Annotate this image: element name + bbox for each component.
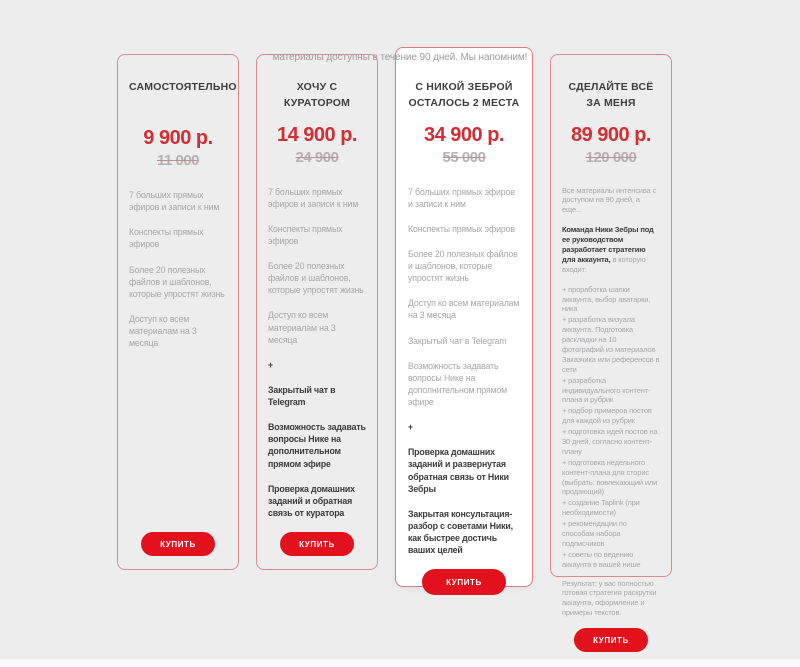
feature-item [268,186,366,210]
card-old-price: 24 900 [295,148,339,166]
feature-item [408,335,520,347]
feature-list [268,186,366,533]
feature-text: Результат: у вас полностью готовая стратегия раскрутки аккаунта, оформление и примеры текстов. [562,578,657,618]
buy-button[interactable]: КУПИТЬ [574,628,648,652]
feature-text: Все материалы интенсива с доступом на 90 дней, а еще... [562,185,657,215]
feature-item [562,427,660,457]
feature-text: + рекомендации по способам набора подписчиков [562,519,627,548]
feature-text: + подготовка недельного контент-плана для сторис (выбрать: вовлекающий или продающий) [562,457,658,497]
feature-item [408,223,520,235]
feature-item [562,550,660,570]
card-old-price: 120 000 [585,148,637,166]
feature-item [408,421,520,433]
feature-text: 7 больших прямых эфиров и записи к ним [408,186,515,209]
feature-item [562,315,660,374]
pricing-card-s-kuratorom [256,54,378,570]
card-price: 89 900 р. [570,123,651,146]
feature-bold-text: Проверка домашних заданий и развернутая обратная связь от Ники Зебры [408,447,509,494]
feature-text: + подготовка идей постов на 30 дней, согласно контент-плану [562,427,658,456]
feature-item [562,498,660,518]
feature-item [129,313,227,349]
pricing-card-samostoyatelno [117,54,239,570]
feature-text: Более 20 полезных файлов и шаблонов, которые упростят жизнь [129,264,225,299]
feature-text: + советы по ведению аккаунта в вашей нише [562,549,641,569]
feature-text: + подбор примеров постов для каждой из рубрик [562,406,652,426]
feature-item [408,446,520,495]
card-old-price: 11 000 [156,152,200,169]
feature-item [268,223,366,247]
feature-item [408,360,520,409]
pricing-card-s-nikoy-zebroy [395,47,533,587]
feature-item [408,248,520,284]
feature-bold-text: + [408,422,413,433]
feature-text: Доступ ко всем материалам на 3 месяца [129,313,197,349]
feature-text: + создание Taplink (при необходимости) [562,498,640,518]
feature-item [268,384,366,408]
feature-item [129,189,227,213]
feature-bold-text: Проверка домашних заданий и обратная связь от куратора [268,483,355,518]
feature-text: Возможность задавать вопросы Нике на дополнительном прямом эфире [408,360,508,408]
feature-list [562,186,660,629]
card-price: 34 900 р. [423,123,504,146]
card-price: 14 900 р. [276,123,357,146]
feature-item [408,297,520,321]
feature-item [268,483,366,519]
feature-item [562,458,660,498]
feature-text: в которую входит: [562,254,646,274]
next-section-edge [0,659,800,667]
feature-list [408,186,520,570]
feature-item [562,579,660,619]
feature-text: Более 20 полезных файлов и шаблонов, которые упростят жизнь [408,248,518,284]
card-title: СДЕЛАЙТЕ ВСЁ ЗА МЕНЯ [568,81,654,110]
feature-item [562,376,660,406]
feature-text: + разработка индивидуального контент-плана и рубрик [562,375,651,405]
feature-item [268,359,366,371]
feature-text: 7 больших прямых эфиров и записи к ним [129,190,220,213]
feature-item [562,406,660,426]
feature-item [408,508,520,557]
buy-button[interactable]: КУПИТЬ [422,569,506,595]
card-price: 9 900 р. [143,127,213,149]
pricing-card-sdelayte-vse-za-menya [550,54,672,645]
feature-text: Конспекты прямых эфиров [408,223,515,234]
feature-text: Конспекты прямых эфиров [129,227,204,250]
feature-item [562,225,660,274]
feature-bold-text: Закрытый чат в Telegram [268,384,336,408]
feature-bold-text: Возможность задавать вопросы Нике на дополнительном прямом эфире [268,422,366,469]
feature-item [268,260,366,296]
feature-text: + проработка шапки аккаунта, выбор аватарки, ника [562,284,651,314]
buy-button[interactable]: КУПИТЬ [141,532,215,556]
feature-text: Доступ ко всем материалам на 3 месяца [408,298,520,321]
feature-item [268,421,366,470]
feature-bold-text: Закрытая консультация-разбор с советами Ники, как быстрее достичь ваших целей [408,508,513,556]
card-title: САМОСТОЯТЕЛЬНО [129,81,237,93]
card-title: ХОЧУ С КУРАТОРОМ [283,81,351,110]
buy-button[interactable]: КУПИТЬ [280,532,354,556]
card-title: С НИКОЙ ЗЕБРОЙ ОСТАЛОСЬ 2 МЕСТА [408,81,520,110]
feature-item [562,519,660,549]
feature-item [268,309,366,345]
feature-item [562,186,660,216]
feature-item [129,226,227,250]
feature-item [408,186,520,210]
feature-item [129,264,227,300]
feature-bold-text: Команда Ники Зебры под ее руководством разработает стратегию для аккаунта, [562,225,654,264]
header-note: материалы доступны в течение 90 дней. Мы напомним! [272,52,528,63]
feature-text: Конспекты прямых эфиров [268,223,343,246]
feature-text: + разработка визуала аккаунта. Подготовка раскладки на 10 фотографий из материалов Заказчика или референсов в сети [562,315,660,374]
feature-item [562,285,660,315]
feature-text: Доступ ко всем материалам на 3 месяца [268,310,336,345]
feature-text: Более 20 полезных файлов и шаблонов, которые упростят жизнь [268,261,364,296]
feature-text: Закрытый чат в Telegram [408,335,507,346]
card-old-price: 55 000 [442,148,486,166]
feature-text: 7 больших прямых эфиров и записи к ним [268,186,359,209]
feature-bold-text: + [268,359,273,370]
pricing-cards-row [117,47,800,645]
feature-list [129,189,227,532]
